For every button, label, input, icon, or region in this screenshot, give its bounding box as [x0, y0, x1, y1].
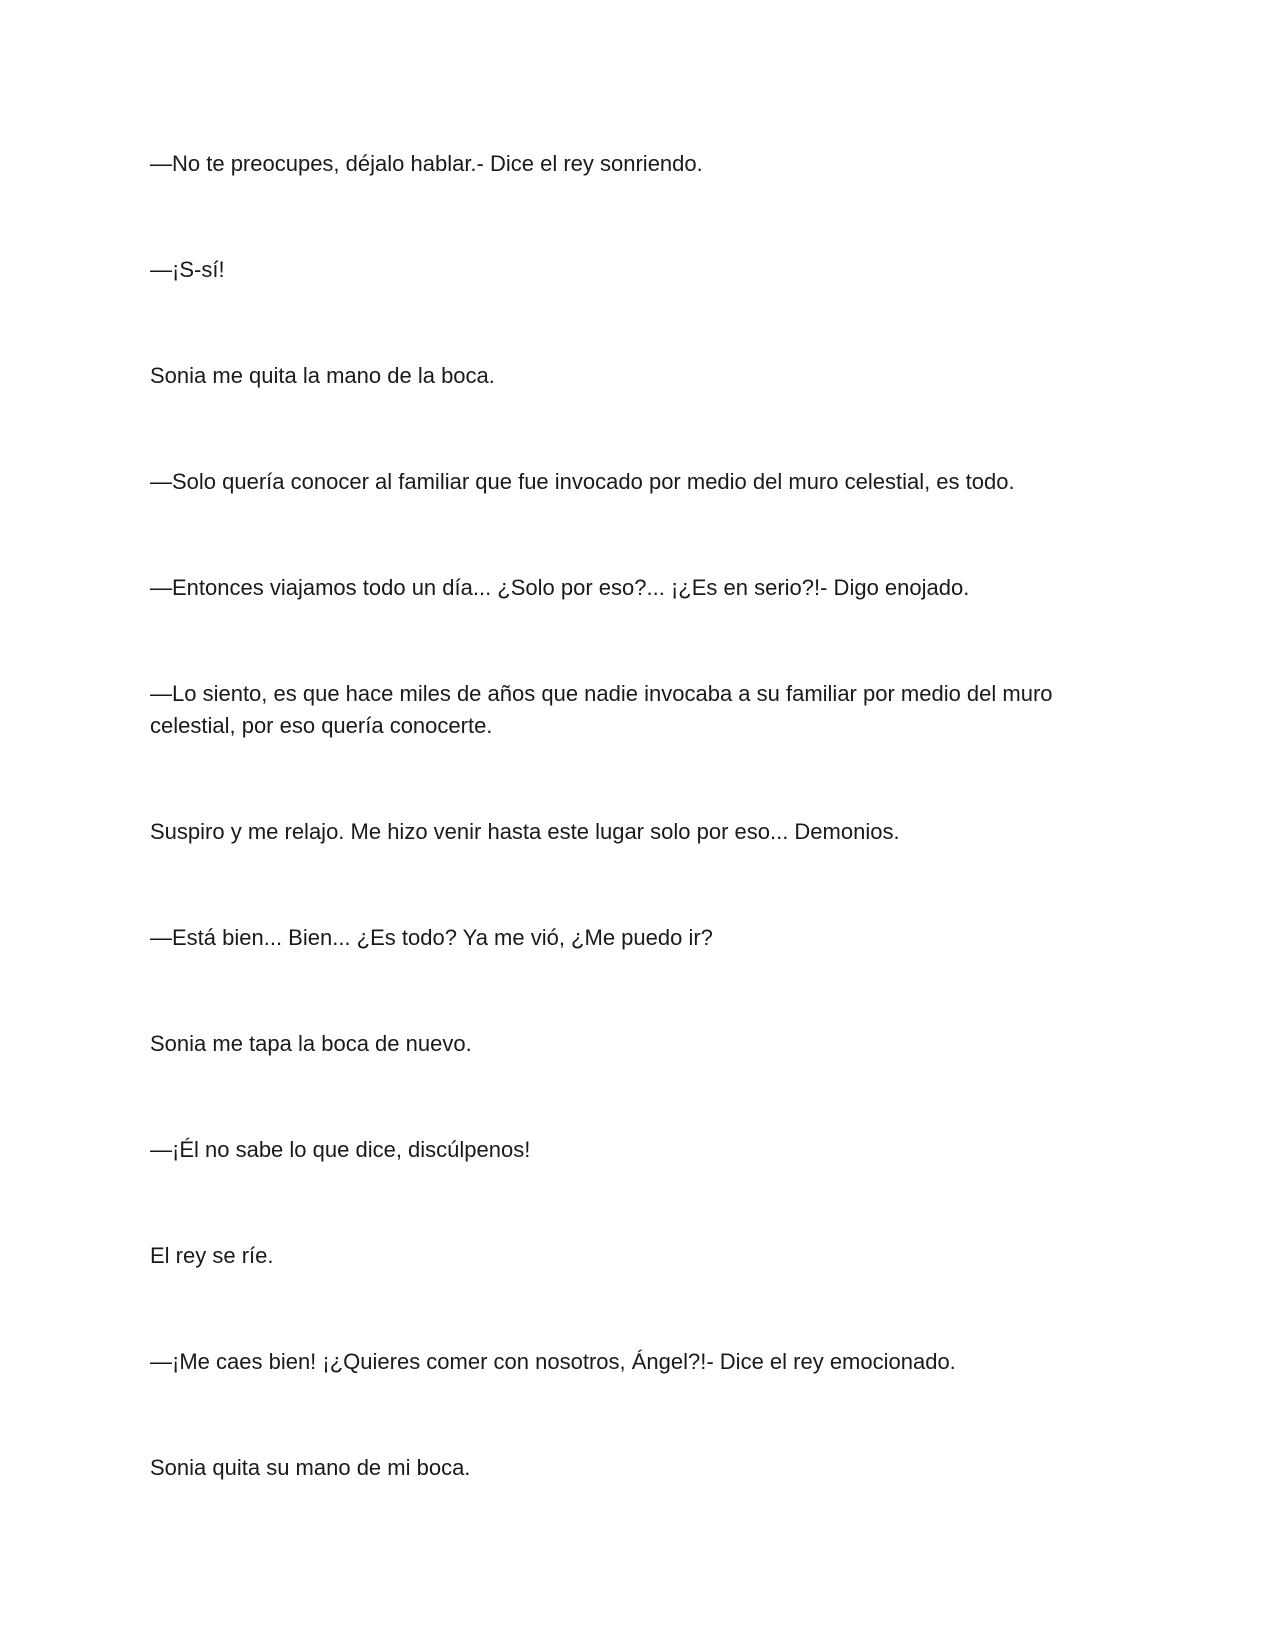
paragraph: —Solo quería conocer al familiar que fue invocado por medio del muro celestial, es todo.	[150, 469, 1015, 494]
paragraph: Sonia me quita la mano de la boca.	[150, 363, 495, 388]
paragraph: —Lo siento, es que hace miles de años que nadie invocaba a su familiar por medio del muro celestial, por eso quería conocerte.	[150, 681, 1053, 738]
paragraph: El rey se ríe.	[150, 1243, 274, 1268]
paragraph: —Está bien... Bien... ¿Es todo? Ya me vió, ¿Me puedo ir?	[150, 925, 713, 950]
paragraph: Sonia quita su mano de mi boca.	[150, 1455, 471, 1480]
paragraph: Suspiro y me relajo. Me hizo venir hasta este lugar solo por eso... Demonios.	[150, 819, 900, 844]
paragraph: —¡Él no sabe lo que dice, discúlpenos!	[150, 1137, 531, 1162]
paragraph: —Entonces viajamos todo un día... ¿Solo por eso?... ¡¿Es en serio?!- Digo enojado.	[150, 575, 970, 600]
paragraph: Sonia me tapa la boca de nuevo.	[150, 1031, 472, 1056]
paragraph: —No te preocupes, déjalo hablar.- Dice el rey sonriendo.	[150, 151, 703, 176]
paragraph: —¡S-sí!	[150, 257, 225, 282]
paragraph: —¡Me caes bien! ¡¿Quieres comer con nosotros, Ángel?!- Dice el rey emocionado.	[150, 1349, 956, 1374]
